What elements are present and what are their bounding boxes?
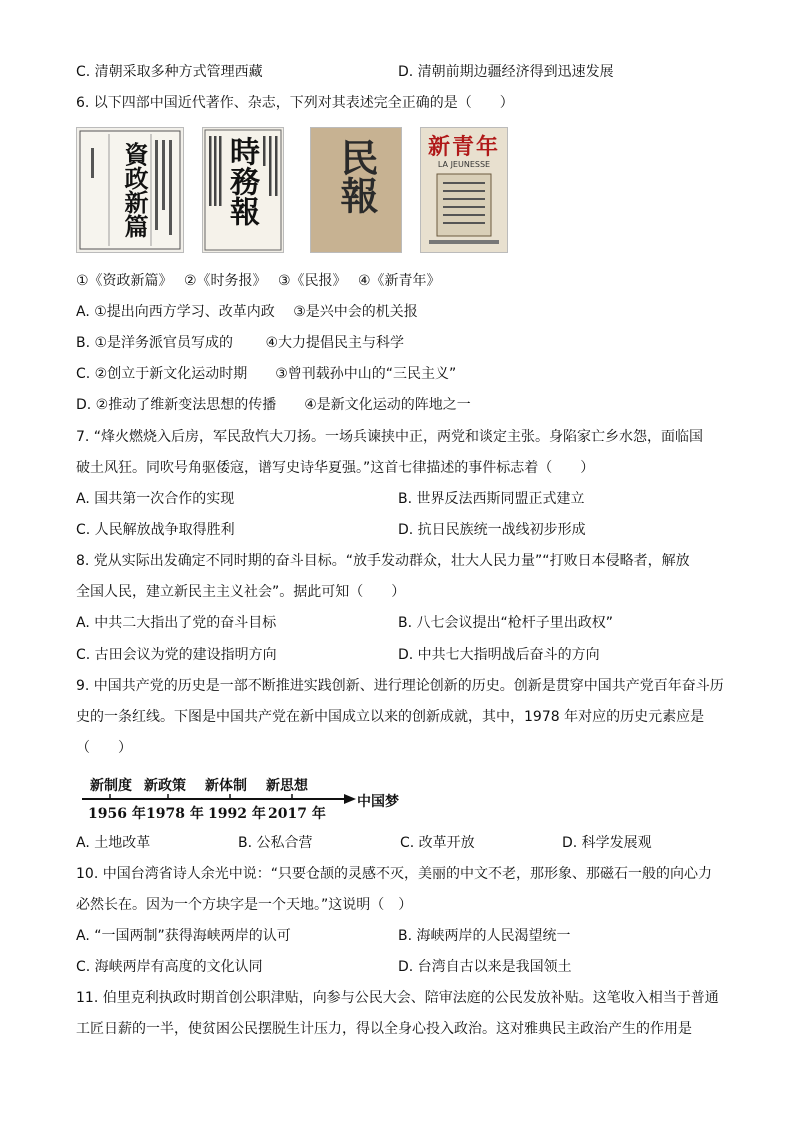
q6-option-d: D. ②推动了维新变法思想的传播 ④是新文化运动的阵地之一 [76,397,471,413]
q6-option-b: B. ①是洋务派官员写成的 ④大力提倡民主与科学 [76,335,405,351]
q7-stem-line2: 破土风狂。同吹号角驱倭寇，谱写史诗华夏强。”这首七律描述的事件标志着（ ） [76,460,595,476]
q10-option-b: B. 海峡两岸的人民渴望统一 [398,928,571,944]
q10-option-c: C. 海峡两岸有高度的文化认同 [76,959,263,975]
q9-option-c: C. 改革开放 [400,835,475,851]
q8-option-d: D. 中共七大指明战后奋斗的方向 [398,647,600,663]
q10-option-d: D. 台湾自古以来是我国领土 [398,959,572,975]
q5-option-c: C. 清朝采取多种方式管理西藏 [76,64,263,80]
q6-option-c: C. ②创立于新文化运动时期 ③曾刊载孙中山的“三民主义” [76,366,457,382]
q6-option-a: A. ①提出向西方学习、改革内政 ③是兴中会的机关报 [76,304,418,320]
q9-option-a: A. 土地改革 [76,835,151,851]
q8-option-b: B. 八七会议提出“枪杆子里出政权” [398,615,614,631]
timeline-head-1: 新制度 [90,778,132,794]
q8-stem-line2: 全国人民，建立新民主主义社会”。据此可知（ ） [76,584,406,600]
q7-stem-line1: 7. “烽火燃烧入后房，军民敌忾大刀扬。一场兵谏挟中正，两党和谈定主张。身陷家亡乡水怨，面临国 [76,429,704,445]
q9-option-d: D. 科学发展观 [562,835,652,851]
q7-option-b: B. 世界反法西斯同盟正式建立 [398,491,585,507]
minbao-image [310,127,402,253]
q7-option-d: D. 抗日民族统一战线初步形成 [398,522,586,538]
q11-stem-line1: 11. 伯里克利执政时期首创公职津贴，向参与公民大会、陪审法庭的公民发放补贴。这笔收入相当于普通 [76,990,719,1006]
xinqingnian-cover-decor [421,128,507,252]
q10-stem-line1: 10. 中国台湾省诗人余光中说：“只要仓颉的灵感不灭，美丽的中文不老，那形象、那磁石一般的向心力 [76,866,712,882]
timeline-year-4: 2017 年 [268,806,326,822]
q6-captions: ①《资政新篇》 ②《时务报》 ③《民报》 ④《新青年》 [76,273,441,289]
q6-stem: 6. 以下四部中国近代著作、杂志，下列对其表述完全正确的是（ ） [76,95,514,111]
q8-option-c: C. 古田会议为党的建设指明方向 [76,647,277,663]
xinqingnian-title: 新青年 [427,134,500,160]
q7-option-c: C. 人民解放战争取得胜利 [76,522,235,538]
zizheng-xinpian-title: 資政新篇 [120,142,149,238]
q9-stem-line2: 史的一条红线。下图是中国共产党在新中国成立以来的创新成就，其中，1978 年对应的历史元素应是 [76,709,705,725]
q11-stem-line2: 工匠日薪的一半，使贫困公民摆脱生计压力，得以全身心投入政治。这对雅典民主政治产生的作用是 [76,1021,692,1037]
timeline-end-label: 中国梦 [357,794,399,810]
timeline-year-1: 1956 年 [88,806,146,822]
zizheng-xinpian-image [76,127,184,253]
q9-option-b: B. 公私合营 [238,835,313,851]
q9-stem-line3: （ ） [76,740,132,756]
timeline-head-3: 新体制 [205,778,247,794]
xinqingnian-subtitle: LA JEUNESSE [437,160,491,169]
q8-stem-line1: 8. 党从实际出发确定不同时期的奋斗目标。“放手发动群众，壮大人民力量”“打败日本侵略者，解放 [76,553,690,569]
q8-option-a: A. 中共二大指出了党的奋斗目标 [76,615,277,631]
timeline-head-4: 新思想 [266,778,308,794]
xinqingnian-image [420,127,508,253]
q10-stem-line2: 必然长在。因为一个方块字是一个天地。”这说明（ ） [76,897,413,913]
timeline-year-3: 1992 年 [208,806,266,822]
q7-option-a: A. 国共第一次合作的实现 [76,491,235,507]
timeline-head-2: 新政策 [144,778,186,794]
q5-option-d: D. 清朝前期边疆经济得到迅速发展 [398,64,614,80]
minbao-title: 民報 [334,138,379,214]
timeline-year-2: 1978 年 [146,806,204,822]
shiwubao-title: 時務報 [224,136,259,226]
q9-stem-line1: 9. 中国共产党的历史是一部不断推进实践创新、进行理论创新的历史。创新是贯穿中国共产党百年奋斗历 [76,678,724,694]
q10-option-a: A. “一国两制”获得海峡两岸的认可 [76,928,291,944]
shiwubao-image [202,127,284,253]
